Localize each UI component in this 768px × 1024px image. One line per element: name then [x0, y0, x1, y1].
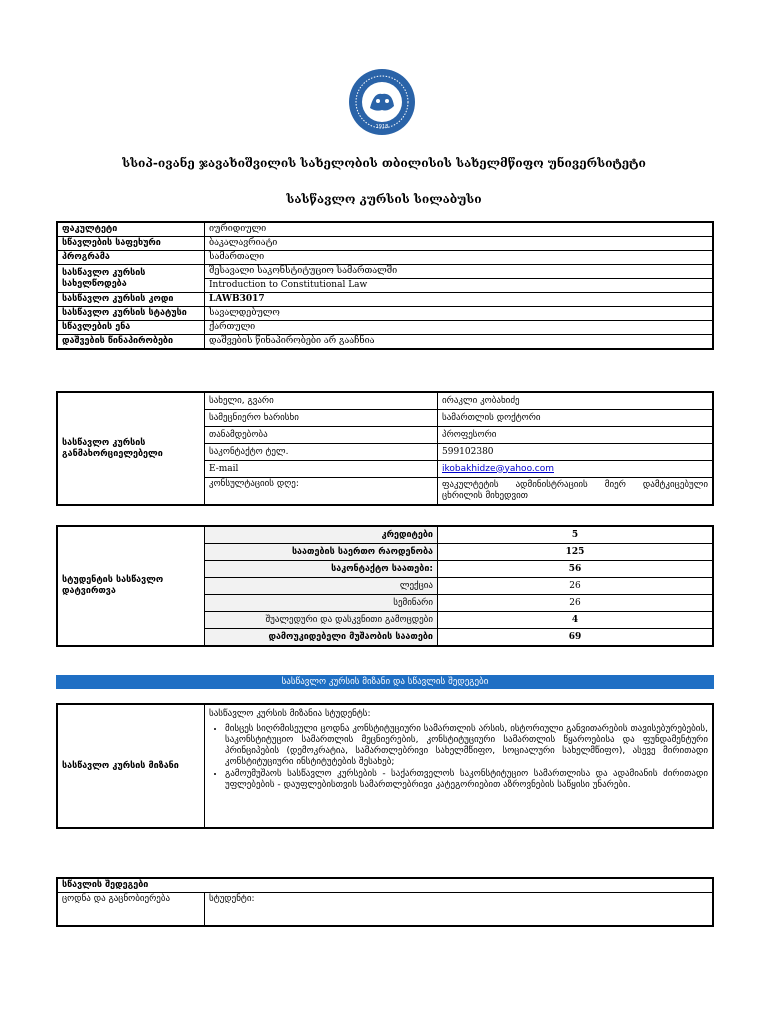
info-value: LAWB3017	[205, 293, 714, 307]
instructor-field: სამეცნიერო ხარისხი	[205, 410, 438, 427]
table-row	[57, 307, 713, 321]
table-row	[57, 704, 713, 828]
workload-field: დამოუკიდებელი მუშაობის საათები	[205, 629, 438, 647]
instructor-label: სასწავლო კურსის განმახორციელებელი	[57, 392, 205, 505]
svg-text:1918: 1918	[375, 124, 389, 130]
workload-value: 125	[438, 544, 714, 561]
info-value: იურიდიული	[205, 222, 714, 237]
instructor-field: E-mail	[205, 461, 438, 478]
info-label: ფაკულტეტი	[57, 222, 205, 237]
instructor-value: ფაკულტეტის ადმინისტრაციის მიერ დამტკიცებული ცხრილის მიხედვით	[438, 478, 714, 506]
info-value: ქართული	[205, 321, 714, 335]
instructor-field: კონსულტაციის დღე:	[205, 478, 438, 506]
instructor-value	[438, 461, 714, 478]
instructor-value: პროფესორი	[438, 427, 714, 444]
info-value: სამართალი	[205, 251, 714, 265]
workload-field: კრედიტები	[205, 526, 438, 544]
workload-value: 26	[438, 578, 714, 595]
workload-field: სემინარი	[205, 595, 438, 612]
table-row	[57, 392, 713, 410]
course-goal-table	[56, 703, 714, 829]
table-row	[57, 878, 713, 893]
workload-table	[56, 525, 714, 647]
workload-label: სტუდენტის სასწავლო დატვირთვა	[57, 526, 205, 646]
workload-field: საათების საერთო რაოდენობა	[205, 544, 438, 561]
instructor-table	[56, 391, 714, 506]
table-row	[57, 335, 713, 350]
table-row	[57, 526, 713, 544]
learning-outcomes-table	[56, 877, 714, 927]
workload-field: საკონტაქტო საათები:	[205, 561, 438, 578]
info-label: სასწავლო კურსის კოდი	[57, 293, 205, 307]
list-item: • გამოუმუშაოს სასწავლო კურსების - საქართველოს საკონსტიტუციო სამართლისა და ადამიანის ძირითადი უფლებების - დაუფლებისთვის სამართლებრივი კატეგორიებით აზროვნების საწყისი უნარები.	[225, 769, 708, 791]
outcomes-value: სტუდენტი:	[205, 893, 714, 927]
instructor-value: 599102380	[438, 444, 714, 461]
goal-list	[209, 724, 708, 791]
instructor-value: ირაკლი კობახიძე	[438, 392, 714, 410]
table-row	[57, 222, 713, 237]
outcomes-header: სწავლის შედეგები	[57, 878, 713, 893]
info-value-english: Introduction to Constitutional Law	[205, 279, 714, 293]
info-value: შესავალი საკონსტიტუციო სამართალში	[205, 265, 714, 279]
goal-content	[205, 704, 714, 828]
info-label: სწავლების საფეხური	[57, 237, 205, 251]
instructor-field: საკონტაქტო ტელ.	[205, 444, 438, 461]
workload-value: 5	[438, 526, 714, 544]
university-title: სსიპ-ივანე ჯავახიშვილის სახელობის თბილისის სახელმწიფო უნივერსიტეტი	[122, 156, 646, 170]
info-label: სასწავლო კურსის სახელწოდება	[57, 265, 205, 293]
table-row	[57, 293, 713, 307]
info-value: ბაკალავრიატი	[205, 237, 714, 251]
section-band: სასწავლო კურსის მიზანი და სწავლის შედეგები	[56, 675, 714, 689]
syllabus-title: სასწავლო კურსის სილაბუსი	[286, 192, 482, 206]
list-item: • მისცეს სიღრმისეული ცოდნა კონსტიტუციური სამართლის არსის, ისტორიული განვითარების თავისებურებების, საკონსტიტუციო სამართლის მეცნიერების, კონსტიტუციური სამართლის წყაროებისა და ფუნდამენტური პრინციპების (დემოკრატია, სამართლებრივი სახელმწიფო, სოციალური სახელმწიფო), ასევე მირითადი კონსტიტუციური ინსტიტუტების შესახებ;	[225, 724, 708, 768]
table-row	[57, 237, 713, 251]
info-value: სავალდებულო	[205, 307, 714, 321]
table-row	[57, 265, 713, 279]
instructor-field: სახელი, გვარი	[205, 392, 438, 410]
table-row	[57, 321, 713, 335]
table-row	[57, 893, 713, 927]
instructor-field: თანამდებობა	[205, 427, 438, 444]
email-link[interactable]: ikobakhidze@yahoo.com	[442, 463, 554, 474]
workload-value: 26	[438, 595, 714, 612]
outcomes-label: ცოდნა და გაცნობიერება	[57, 893, 205, 927]
workload-value: 69	[438, 629, 714, 647]
table-row	[57, 251, 713, 265]
university-seal-logo	[348, 68, 416, 136]
workload-field: ლექცია	[205, 578, 438, 595]
info-value: დაშვების წინაპირობები არ გააჩნია	[205, 335, 714, 350]
instructor-value: სამართლის დოქტორი	[438, 410, 714, 427]
workload-value: 4	[438, 612, 714, 629]
course-info-table	[56, 221, 714, 350]
goal-label: სასწავლო კურსის მიზანი	[57, 704, 205, 828]
info-label: სწავლების ენა	[57, 321, 205, 335]
workload-field: შუალედური და დასკვნითი გამოცდები	[205, 612, 438, 629]
goal-intro: სასწავლო კურსის მიზანია სტუდენტს:	[209, 709, 371, 719]
workload-value: 56	[438, 561, 714, 578]
info-label: დაშვების წინაპირობები	[57, 335, 205, 350]
info-label: პროგრამა	[57, 251, 205, 265]
info-label: სასწავლო კურსის სტატუსი	[57, 307, 205, 321]
